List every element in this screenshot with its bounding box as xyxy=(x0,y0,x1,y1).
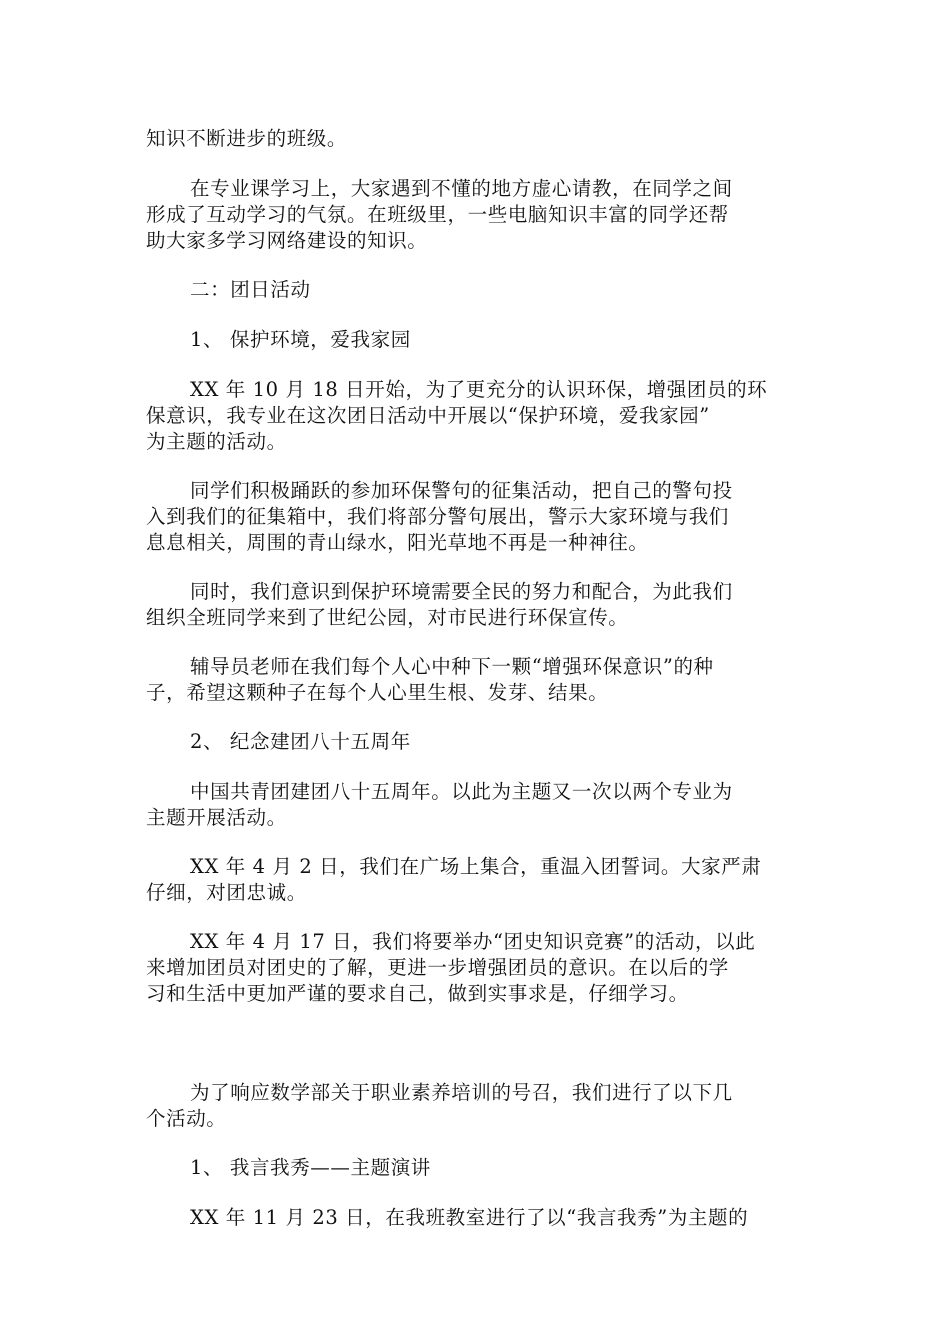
text-line: 仔细，对团忠诚。 xyxy=(146,881,307,904)
text-line: XX 年 4 月 2 日，我们在广场上集合，重温入团誓词。大家严肃 xyxy=(190,855,762,878)
text-line: 同学们积极踊跃的参加环保警句的征集活动，把自己的警句投 xyxy=(190,479,733,502)
text-line: 来增加团员对团史的了解，更进一步增强团员的意识。在以后的学 xyxy=(146,956,729,979)
subsection-heading: 1、 保护环境，爱我家园 xyxy=(190,328,411,351)
subsection-heading: 2、 纪念建团八十五周年 xyxy=(190,730,411,753)
text-line: 同时，我们意识到保护环境需要全民的努力和配合，为此我们 xyxy=(190,580,733,603)
text-line: 辅导员老师在我们每个人心中种下一颗“增强环保意识”的种 xyxy=(190,655,714,678)
text-line: 个活动。 xyxy=(146,1107,227,1130)
text-line: 知识不断进步的班级。 xyxy=(146,127,348,150)
text-line: 入到我们的征集箱中，我们将部分警句展出，警示大家环境与我们 xyxy=(146,505,729,528)
text-line: 子，希望这颗种子在每个人心里生根、发芽、结果。 xyxy=(146,681,609,704)
text-line: 中国共青团建团八十五周年。以此为主题又一次以两个专业为 xyxy=(190,780,733,803)
section-heading: 二：团日活动 xyxy=(190,278,311,301)
text-line: 助大家多学习网络建设的知识。 xyxy=(146,229,428,252)
text-line: 在专业课学习上，大家遇到不懂的地方虚心请教，在同学之间 xyxy=(190,177,733,200)
text-line: 息息相关，周围的青山绿水，阳光草地不再是一种神往。 xyxy=(146,531,649,554)
text-line: 组织全班同学来到了世纪公园，对市民进行环保宣传。 xyxy=(146,606,629,629)
text-line: XX 年 11 月 23 日，在我班教室进行了以“我言我秀”为主题的 xyxy=(190,1206,749,1229)
text-line: XX 年 4 月 17 日，我们将要举办“团史知识竞赛”的活动，以此 xyxy=(190,930,756,953)
subsection-heading: 1、 我言我秀——主题演讲 xyxy=(190,1156,431,1179)
text-line: 为了响应数学部关于职业素养培训的号召，我们进行了以下几 xyxy=(190,1081,733,1104)
text-line: XX 年 10 月 18 日开始，为了更充分的认识环保，增强团员的环 xyxy=(190,378,768,401)
text-line: 习和生活中更加严谨的要求自己，做到实事求是，仔细学习。 xyxy=(146,982,689,1005)
text-line: 形成了互动学习的气氛。在班级里，一些电脑知识丰富的同学还帮 xyxy=(146,203,729,226)
text-line: 保意识，我专业在这次团日活动中开展以“保护环境，爱我家园” xyxy=(146,404,710,427)
text-line: 为主题的活动。 xyxy=(146,430,287,453)
text-line: 主题开展活动。 xyxy=(146,806,287,829)
